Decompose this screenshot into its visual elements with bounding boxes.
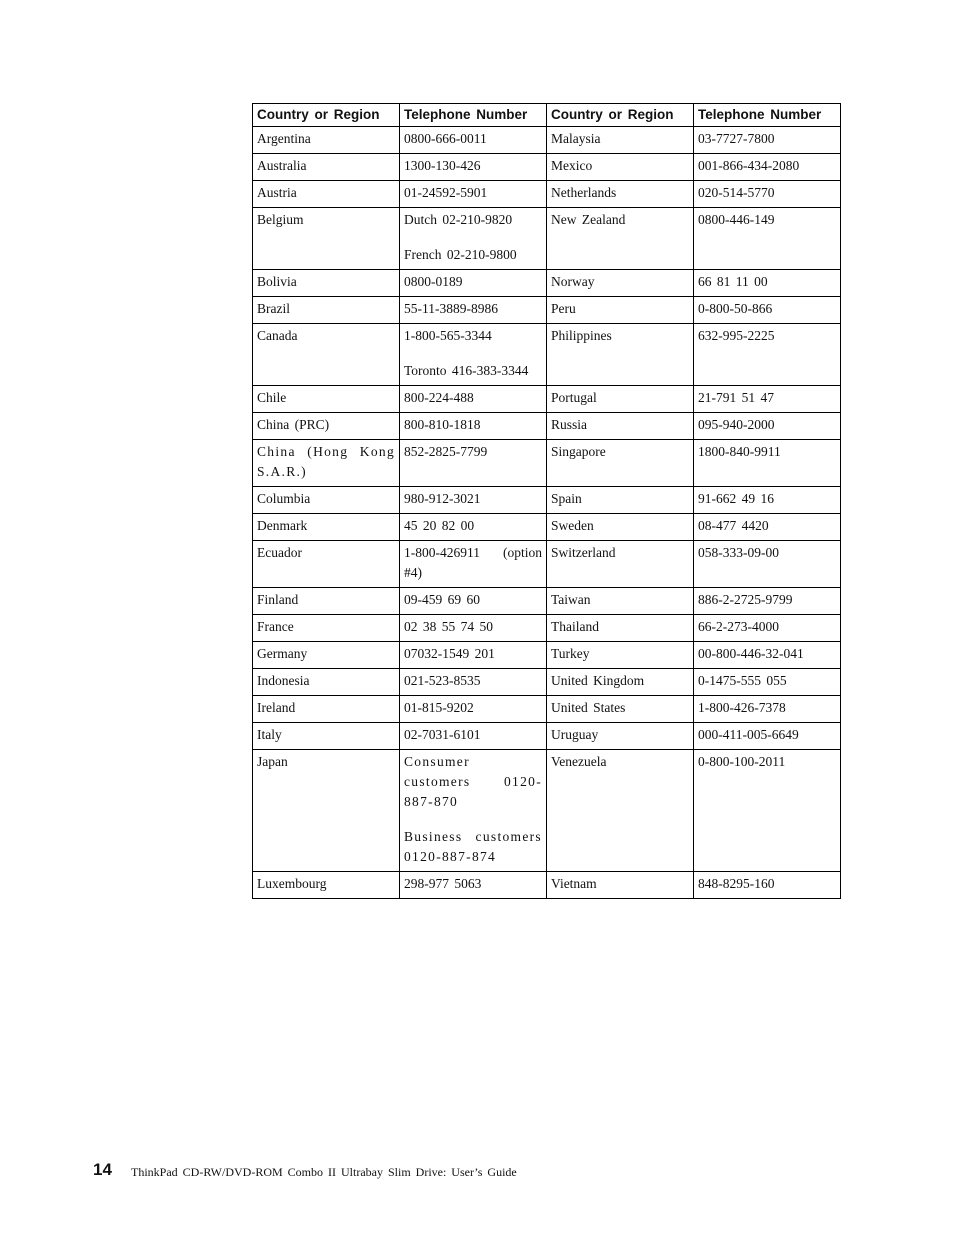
phone-cell [400,487,547,514]
phone-number-line: 298-977 5063 [404,876,482,891]
country-cell: Belgium [253,208,400,270]
telephone-support-table [252,103,841,899]
phone-cell [400,270,547,297]
phone-cell [694,642,841,669]
header-telephone-number-left: Telephone Number [400,104,547,127]
table-row [253,588,841,615]
phone-number-line: 886-2-2725-9799 [698,592,793,607]
phone-cell [694,270,841,297]
phone-number-line: 800-224-488 [404,390,474,405]
country-cell: Bolivia [253,270,400,297]
phone-cell [694,750,841,872]
phone-cell [694,487,841,514]
country-cell: Ireland [253,696,400,723]
phone-cell [400,514,547,541]
phone-number-line: 1800-840-9911 [698,444,781,459]
country-cell: China (Hong Kong S.A.R.) [253,440,400,487]
phone-cell [694,297,841,324]
phone-cell [694,541,841,588]
phone-cell [694,514,841,541]
phone-cell [694,386,841,413]
country-cell: Philippines [547,324,694,386]
phone-cell [694,154,841,181]
phone-number-line: Business customers 0120-887-874 [404,829,542,864]
country-cell: Turkey [547,642,694,669]
country-cell: Taiwan [547,588,694,615]
table-row [253,615,841,642]
table-row [253,181,841,208]
phone-cell [694,723,841,750]
table-row [253,297,841,324]
phone-cell [400,588,547,615]
phone-cell [400,669,547,696]
phone-cell [400,440,547,487]
phone-cell [694,588,841,615]
phone-number-line: 0-1475-555 055 [698,673,787,688]
table-row [253,127,841,154]
country-cell: New Zealand [547,208,694,270]
phone-cell [400,181,547,208]
country-cell: Brazil [253,297,400,324]
table-row [253,696,841,723]
country-cell: Japan [253,750,400,872]
phone-cell [694,208,841,270]
country-cell: Luxembourg [253,872,400,899]
phone-cell [400,750,547,872]
phone-number-line: 66-2-273-4000 [698,619,779,634]
table-row [253,750,841,872]
table-row [253,324,841,386]
header-country-or-region-left: Country or Region [253,104,400,127]
table-row [253,386,841,413]
table-row [253,270,841,297]
country-cell: Denmark [253,514,400,541]
phone-number-line: 848-8295-160 [698,876,775,891]
table-row [253,440,841,487]
phone-cell [694,413,841,440]
phone-cell [694,127,841,154]
phone-cell [400,127,547,154]
phone-number-line: Consumer customers 0120-887-870 [404,754,542,809]
phone-cell [400,324,547,386]
phone-number-line: 058-333-09-00 [698,545,779,560]
phone-number-line: Dutch 02-210-9820 [404,212,513,227]
phone-number-line: 0800-0189 [404,274,463,289]
footer-book-title: ThinkPad CD-RW/DVD-ROM Combo II Ultrabay Slim Drive: User’s Guide [131,1165,517,1179]
country-cell: Austria [253,181,400,208]
table-row [253,872,841,899]
table-row [253,669,841,696]
table-row [253,541,841,588]
phone-cell [694,440,841,487]
phone-number-line: 01-815-9202 [404,700,474,715]
phone-number-line: 45 20 82 00 [404,518,475,533]
country-cell: Sweden [547,514,694,541]
country-cell: Spain [547,487,694,514]
phone-number-line: 55-11-3889-8986 [404,301,498,316]
phone-number-line: 1-800-565-3344 [404,328,492,343]
table-row [253,154,841,181]
phone-number-line: 001-866-434-2080 [698,158,800,173]
phone-cell [400,615,547,642]
country-cell: Peru [547,297,694,324]
table-row [253,487,841,514]
country-cell: United States [547,696,694,723]
phone-number-line: 21-791 51 47 [698,390,774,405]
country-cell: Vietnam [547,872,694,899]
country-cell: Norway [547,270,694,297]
country-cell: Germany [253,642,400,669]
country-cell: Australia [253,154,400,181]
table-body [253,127,841,899]
table-row [253,642,841,669]
country-cell: Malaysia [547,127,694,154]
country-cell: France [253,615,400,642]
phone-number-line: 0800-446-149 [698,212,775,227]
phone-cell [400,642,547,669]
phone-number-line: 020-514-5770 [698,185,775,200]
phone-number-line: 03-7727-7800 [698,131,775,146]
country-cell: Columbia [253,487,400,514]
phone-number-line: 1300-130-426 [404,158,481,173]
phone-number-line: 0800-666-0011 [404,131,487,146]
phone-cell [400,154,547,181]
phone-number-line: 08-477 4420 [698,518,769,533]
country-cell: Venezuela [547,750,694,872]
country-cell: Singapore [547,440,694,487]
phone-number-line: 00-800-446-32-041 [698,646,804,661]
header-telephone-number-right: Telephone Number [694,104,841,127]
country-cell: United Kingdom [547,669,694,696]
phone-cell [694,872,841,899]
phone-cell [400,386,547,413]
phone-cell [694,324,841,386]
country-cell: Switzerland [547,541,694,588]
phone-number-line: 07032-1549 201 [404,646,495,661]
phone-number-line: 01-24592-5901 [404,185,488,200]
phone-number-line: 0-800-100-2011 [698,754,786,769]
country-cell: Uruguay [547,723,694,750]
phone-cell [694,615,841,642]
phone-cell [400,872,547,899]
phone-cell [400,541,547,588]
phone-number-line: 800-810-1818 [404,417,481,432]
phone-number-line: 632-995-2225 [698,328,775,343]
phone-cell [400,723,547,750]
phone-number-line: 91-662 49 16 [698,491,774,506]
country-cell: Portugal [547,386,694,413]
table-row [253,413,841,440]
phone-cell [400,297,547,324]
phone-number-line: 02-7031-6101 [404,727,481,742]
phone-number-line: 000-411-005-6649 [698,727,799,742]
phone-number-line: 09-459 69 60 [404,592,480,607]
table-row [253,723,841,750]
table-row [253,208,841,270]
phone-number-line: 095-940-2000 [698,417,775,432]
phone-cell [694,181,841,208]
country-cell: Ecuador [253,541,400,588]
phone-cell [400,413,547,440]
phone-number-line: 980-912-3021 [404,491,481,506]
phone-cell [694,696,841,723]
country-cell: Russia [547,413,694,440]
country-cell: Canada [253,324,400,386]
phone-number-line: 0-800-50-866 [698,301,773,316]
country-cell: Finland [253,588,400,615]
table-header-row [253,104,841,127]
country-cell: China (PRC) [253,413,400,440]
phone-number-line: 02 38 55 74 50 [404,619,493,634]
phone-cell [400,696,547,723]
country-cell: Mexico [547,154,694,181]
country-cell: Netherlands [547,181,694,208]
phone-cell [694,669,841,696]
phone-number-line: 66 81 11 00 [698,274,768,289]
phone-number-line: 1-800-426-7378 [698,700,786,715]
table-row [253,514,841,541]
phone-number-line: 021-523-8535 [404,673,481,688]
phone-number-line: French 02-210-9800 [404,247,517,262]
header-country-or-region-right: Country or Region [547,104,694,127]
page-number: 14 [93,1160,112,1179]
country-cell: Italy [253,723,400,750]
country-cell: Indonesia [253,669,400,696]
phone-number-line: Toronto 416-383-3344 [404,363,529,378]
country-cell: Argentina [253,127,400,154]
phone-cell [400,208,547,270]
phone-number-line: 852-2825-7799 [404,444,488,459]
phone-number-line: 1-800-426911 (option #4) [404,545,542,580]
country-cell: Thailand [547,615,694,642]
country-cell: Chile [253,386,400,413]
